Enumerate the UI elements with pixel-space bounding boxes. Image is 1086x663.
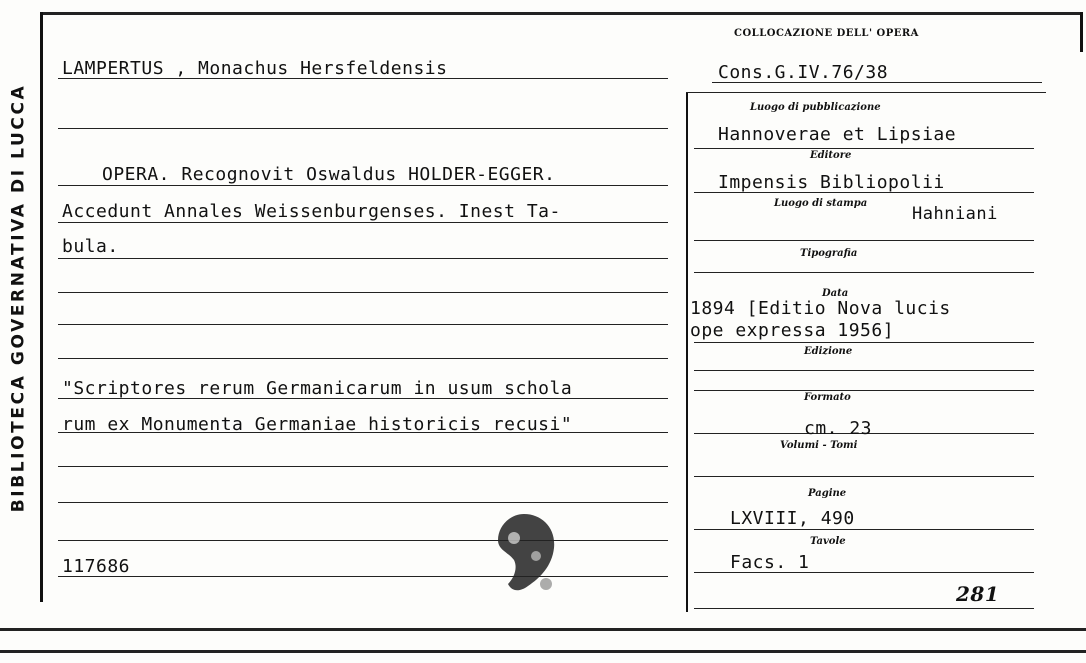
value-data-line-1: 1894 [Editio Nova lucis bbox=[690, 298, 951, 319]
rule bbox=[58, 185, 668, 186]
bottom-border bbox=[0, 628, 1086, 631]
rule bbox=[58, 358, 668, 359]
bottom-border-2 bbox=[0, 650, 1086, 653]
library-name: BIBLIOTECA GOVERNATIVA DI LUCCA bbox=[8, 83, 29, 513]
value-tavole: Facs. 1 bbox=[730, 552, 810, 573]
author-heading: LAMPERTUS , Monachus Hersfeldensis bbox=[62, 58, 448, 79]
rule bbox=[694, 529, 1034, 530]
rule bbox=[58, 128, 668, 129]
top-border bbox=[40, 12, 1080, 15]
rule bbox=[58, 324, 668, 325]
corner-number: 281 bbox=[956, 582, 1000, 606]
panel-divider bbox=[686, 92, 688, 612]
label-pagine: Pagine bbox=[808, 488, 847, 499]
label-tavole: Tavole bbox=[810, 536, 846, 547]
rule bbox=[58, 292, 668, 293]
label-tipografia: Tipografia bbox=[800, 248, 858, 259]
label-luogo-pubblicazione: Luogo di pubblicazione bbox=[750, 102, 881, 113]
library-spine-stamp bbox=[4, 8, 32, 588]
label-luogo-stampa: Luogo di stampa bbox=[774, 198, 868, 209]
label-formato: Formato bbox=[804, 392, 851, 403]
collocation-heading: COLLOCAZIONE DELL' OPERA bbox=[734, 28, 919, 39]
shelfmark: Cons.G.IV.76/38 bbox=[718, 62, 889, 83]
rule bbox=[694, 608, 1034, 609]
panel-top-line bbox=[686, 92, 1046, 93]
rule bbox=[694, 240, 1034, 241]
label-data: Data bbox=[822, 288, 849, 299]
rule bbox=[694, 342, 1034, 343]
rule bbox=[694, 370, 1034, 371]
value-pagine: LXVIII, 490 bbox=[730, 508, 855, 529]
value-data-line-2: ope expressa 1956] bbox=[690, 320, 895, 341]
rule bbox=[694, 390, 1034, 391]
left-border bbox=[40, 12, 43, 602]
rule bbox=[694, 148, 1034, 149]
title-line-3: bula. bbox=[62, 236, 119, 257]
value-editore: Impensis Bibliopolii bbox=[718, 172, 945, 193]
rule bbox=[58, 540, 668, 541]
rule bbox=[694, 476, 1034, 477]
ink-blot-mark bbox=[484, 508, 564, 600]
rule bbox=[58, 502, 668, 503]
label-editore: Editore bbox=[810, 150, 852, 161]
rule bbox=[58, 258, 668, 259]
rule bbox=[58, 466, 668, 467]
rule bbox=[58, 576, 668, 577]
title-line-1: OPERA. Recognovit Oswaldus HOLDER-EGGER. bbox=[102, 164, 556, 185]
accession-number: 117686 bbox=[62, 556, 131, 577]
value-luogo-pubblicazione: Hannoverae et Lipsiae bbox=[718, 124, 957, 145]
rule bbox=[58, 222, 668, 223]
label-volumi-tomi: Volumi - Tomi bbox=[780, 440, 858, 451]
title-line-2: Accedunt Annales Weissenburgenses. Inest Ta- bbox=[62, 201, 561, 222]
value-formato: cm. 23 bbox=[804, 418, 873, 439]
rule bbox=[694, 272, 1034, 273]
series-line-2: rum ex Monumenta Germaniae historicis recusi" bbox=[62, 414, 573, 435]
value-luogo-stampa: Hahniani bbox=[912, 204, 998, 224]
label-edizione: Edizione bbox=[804, 346, 853, 357]
right-edge bbox=[1080, 12, 1083, 52]
series-line-1: "Scriptores rerum Germanicarum in usum schola bbox=[62, 378, 573, 399]
